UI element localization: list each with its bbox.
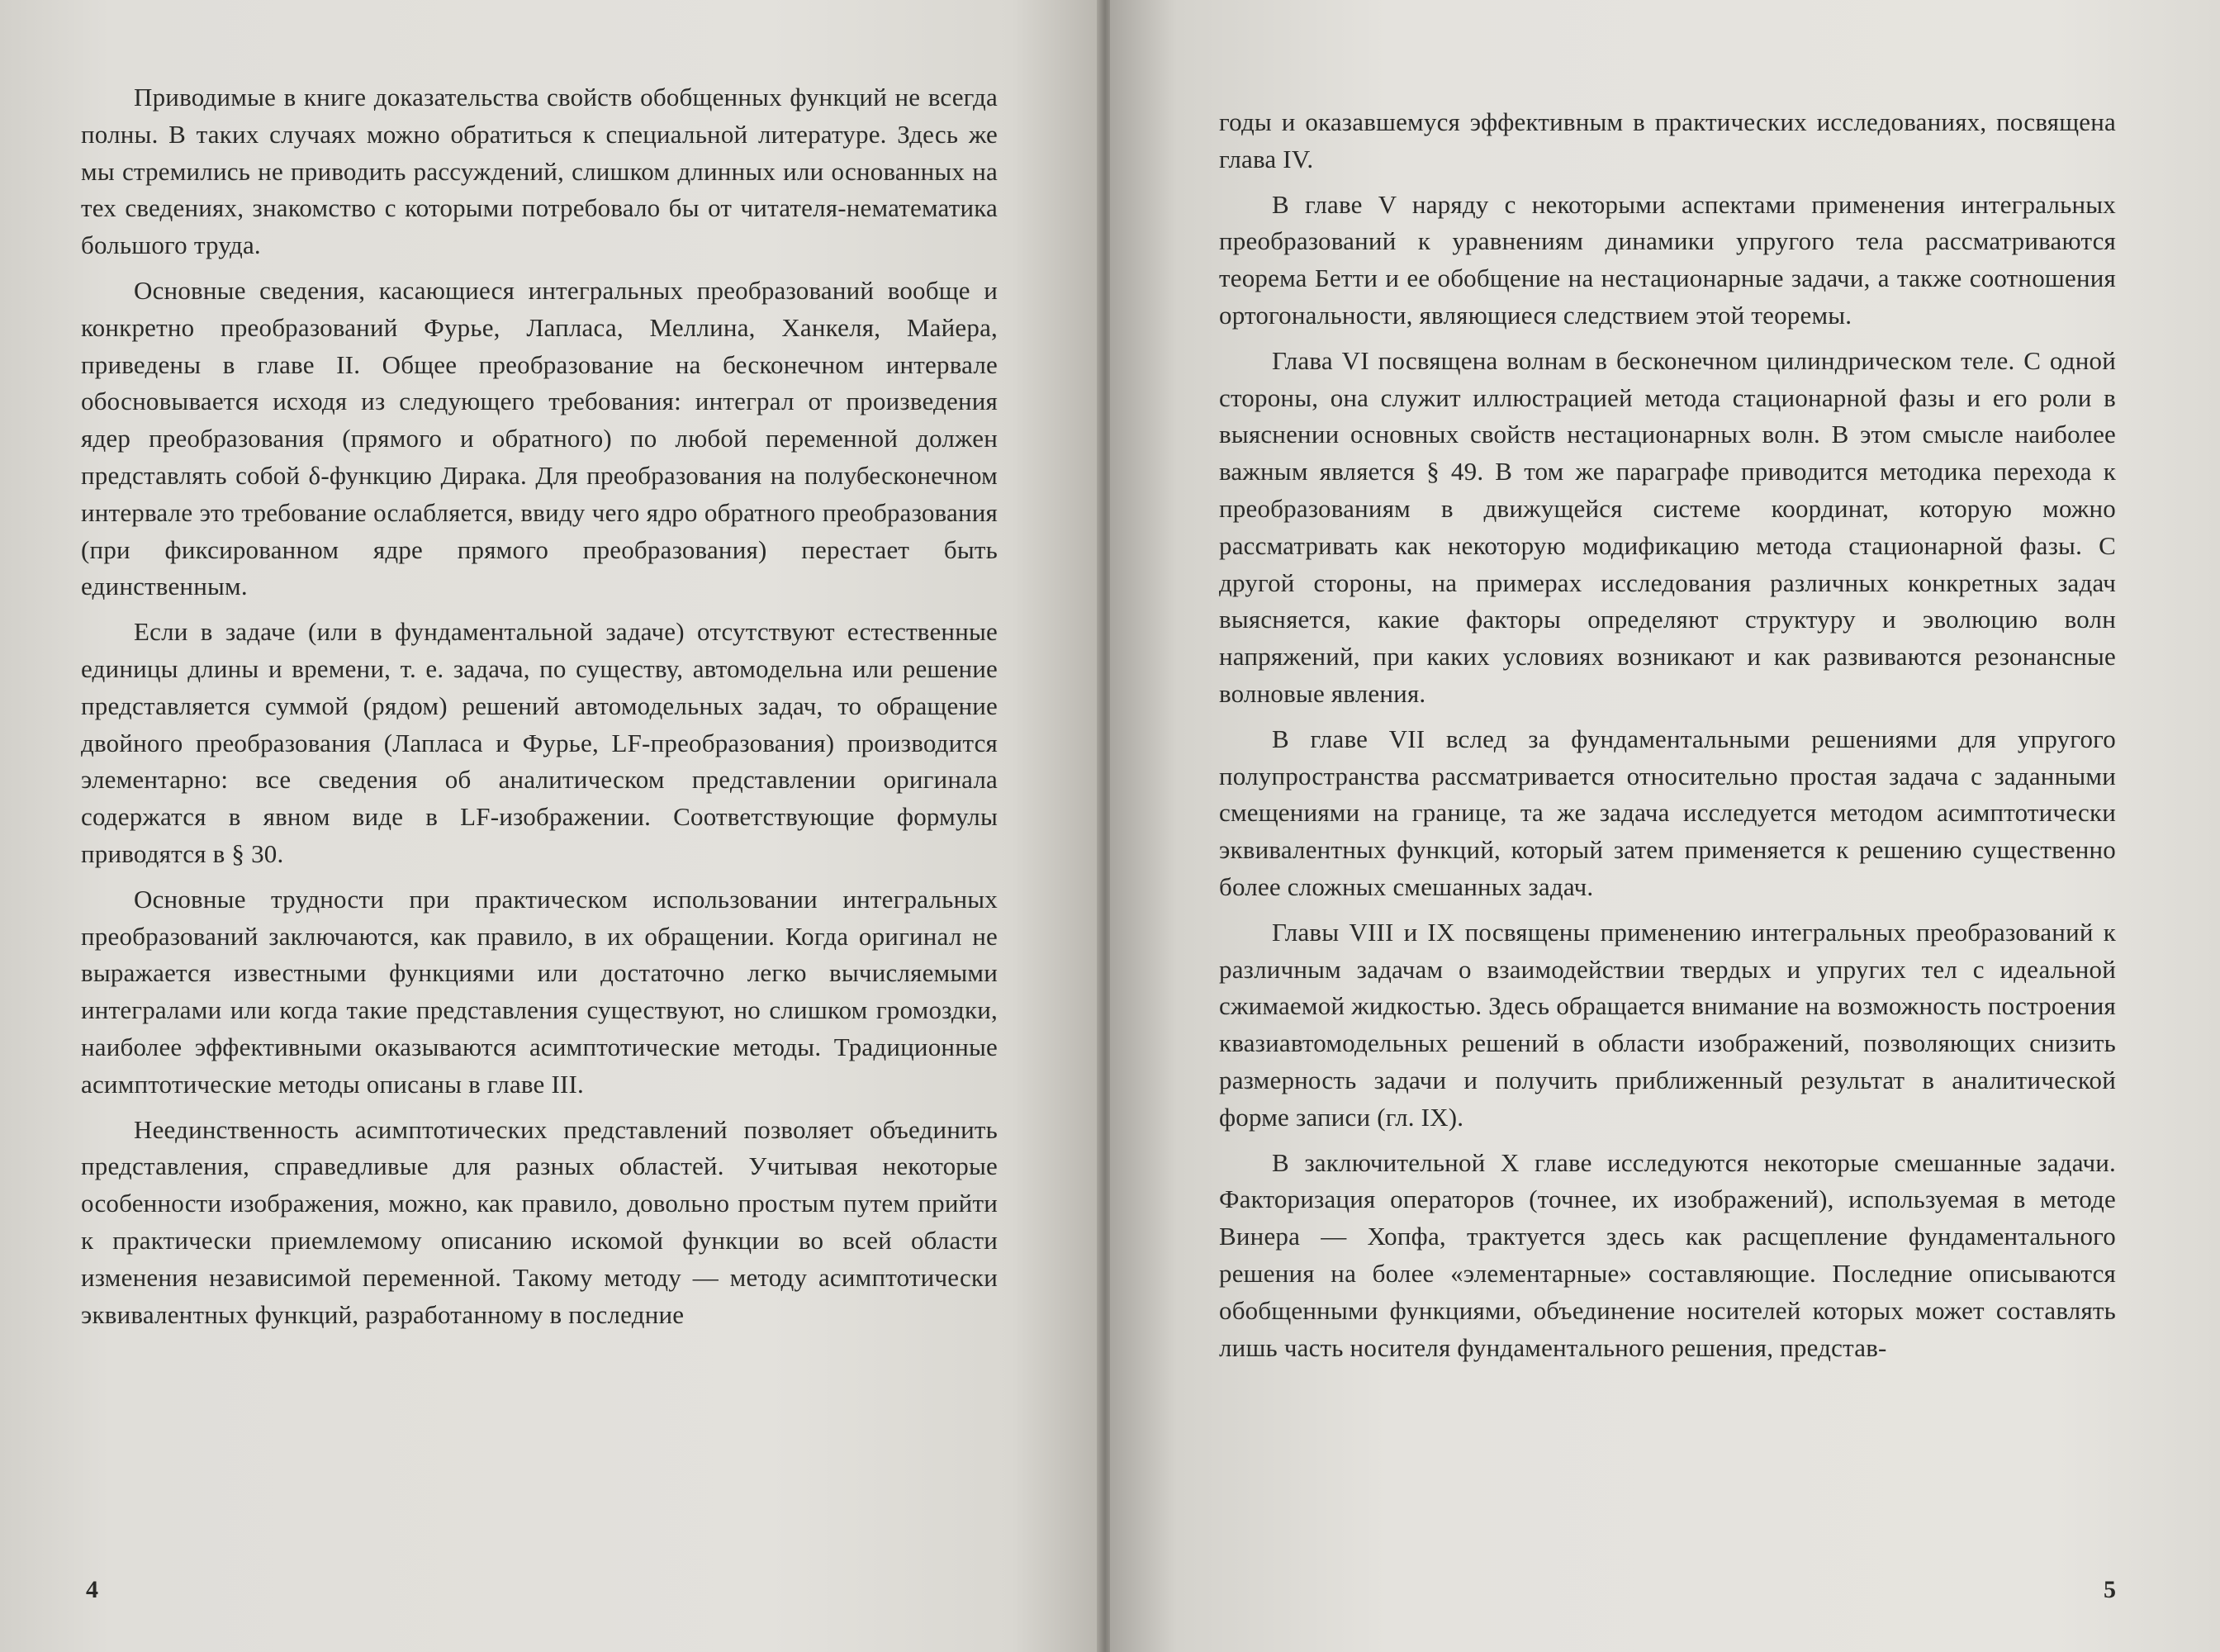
paragraph: Основные сведения, касающиеся интегральных преобразований вообще и конкретно преобразований Фурье, Лапласа, Меллина, Ханкеля, Майера, приведены в главе II. Общее преобразование на бесконечном интервале обосновывается исходя из следующего требования: интеграл от произведения ядер преобразования (прямого и обратного) по любой переменной должен представлять собой δ-функцию Дирака. Для преобразования на полубесконечном интервале это требование ослабляется, ввиду чего ядро обратного преобразования (при фиксированном ядре прямого преобразования) перестает быть единственным. bbox=[81, 275, 998, 601]
left-page bbox=[0, 0, 1100, 1652]
paragraph: Если в задаче (или в фундаментальной задаче) отсутствуют естественные единицы длины и времени, т. е. задача, по существу, автомодельна или решение представляется суммой (рядом) решений автомодельных задач, то обращение двойного преобразования (Лапласа и Фурье, LF-преобразования) производится элементарно: все сведения об аналитическом представлении оригинала содержатся в явном виде в LF-изображении. Соответствующие формулы приводятся в § 30. bbox=[81, 617, 998, 868]
paragraph: Неединственность асимптотических представлений позволяет объединить представления, справедливые для разных областей. Учитывая некоторые особенности изображения, можно, как правило, довольно простым путем прийти к практически приемлемому описанию искомой функции во всей области изменения независимой переменной. Такому методу — методу асимптотически эквивалентных функций, разработанному в последние bbox=[81, 1114, 998, 1329]
page-number: 4 bbox=[86, 1576, 98, 1603]
paragraph: В главе VII вслед за фундаментальными решениями для упругого полупространства рассматривается относительно простая задача с заданными смещениями на границе, та же задача исследуется методом асимптотически эквивалентных функций, который затем применяется к решению существенно более сложных смешанных задач. bbox=[1219, 724, 2116, 901]
paragraph-continuation: годы и оказавшемуся эффективным в практических исследованиях, посвящена глава IV. bbox=[1219, 107, 2116, 173]
left-page-text bbox=[81, 79, 998, 1333]
right-page bbox=[1110, 0, 2220, 1652]
paragraph: Основные трудности при практическом использовании интегральных преобразований заключаются, как правило, в их обращении. Когда оригинал не выражается известными функциями или достаточно легко вычисляемыми интегралами или когда такие представления существуют, но слишком громоздки, наиболее эффективными оказываются асимптотические методы. Традиционные асимптотические методы описаны в главе III. bbox=[81, 884, 998, 1099]
paragraph: Главы VIII и IX посвящены применению интегральных преобразований к различным задачам о взаимодействии твердых и упругих тел с идеальной сжимаемой жидкостью. Здесь обращается внимание на возможность построения квазиавтомодельных решений в области изображений, позволяющих снизить размерность задачи и получить приближенный результат в аналитической форме записи (гл. IX). bbox=[1219, 917, 2116, 1132]
paragraph: В заключительной X главе исследуются некоторые смешанные задачи. Факторизация операторов (точнее, их изображений), используемая в методе Винера — Хопфа, трактуется здесь как расщепление фундаментального решения на более «элементарные» составляющие. Последние описываются обобщенными функциями, объединение носителей которых может составлять лишь часть носителя фундаментального решения, представ- bbox=[1219, 1147, 2116, 1362]
paragraph: Приводимые в книге доказательства свойств обобщенных функций не всегда полны. В таких случаях можно обратиться к специальной литературе. Здесь же мы стремились не приводить рассуждений, слишком длинных или основанных на тех сведениях, знакомство с которыми потребовало бы от читателя-нематематика большого труда. bbox=[81, 83, 998, 260]
paragraph: Глава VI посвящена волнам в бесконечном цилиндрическом теле. С одной стороны, она служит иллюстрацией метода стационарной фазы и его роли в выяснении основных свойств нестационарных волн. В этом смысле наиболее важным является § 49. В том же параграфе приводится методика перехода к преобразованиям в движущейся системе координат, которую можно рассматривать как некоторую модификацию метода стационарной фазы. С другой стороны, на примерах исследования различных конкретных задач выясняется, какие факторы определяют структуру и эволюцию волн напряжений, при каких условиях возникают и как развиваются резонансные волновые явления. bbox=[1219, 345, 2116, 708]
right-page-text bbox=[1219, 104, 2116, 1366]
page-number: 5 bbox=[2104, 1576, 2116, 1603]
paragraph: В главе V наряду с некоторыми аспектами применения интегральных преобразований к уравнениям динамики упругого тела рассматриваются теорема Бетти и ее обобщение на нестационарные задачи, а также соотношения ортогональности, являющиеся следствием этой теоремы. bbox=[1219, 189, 2116, 330]
